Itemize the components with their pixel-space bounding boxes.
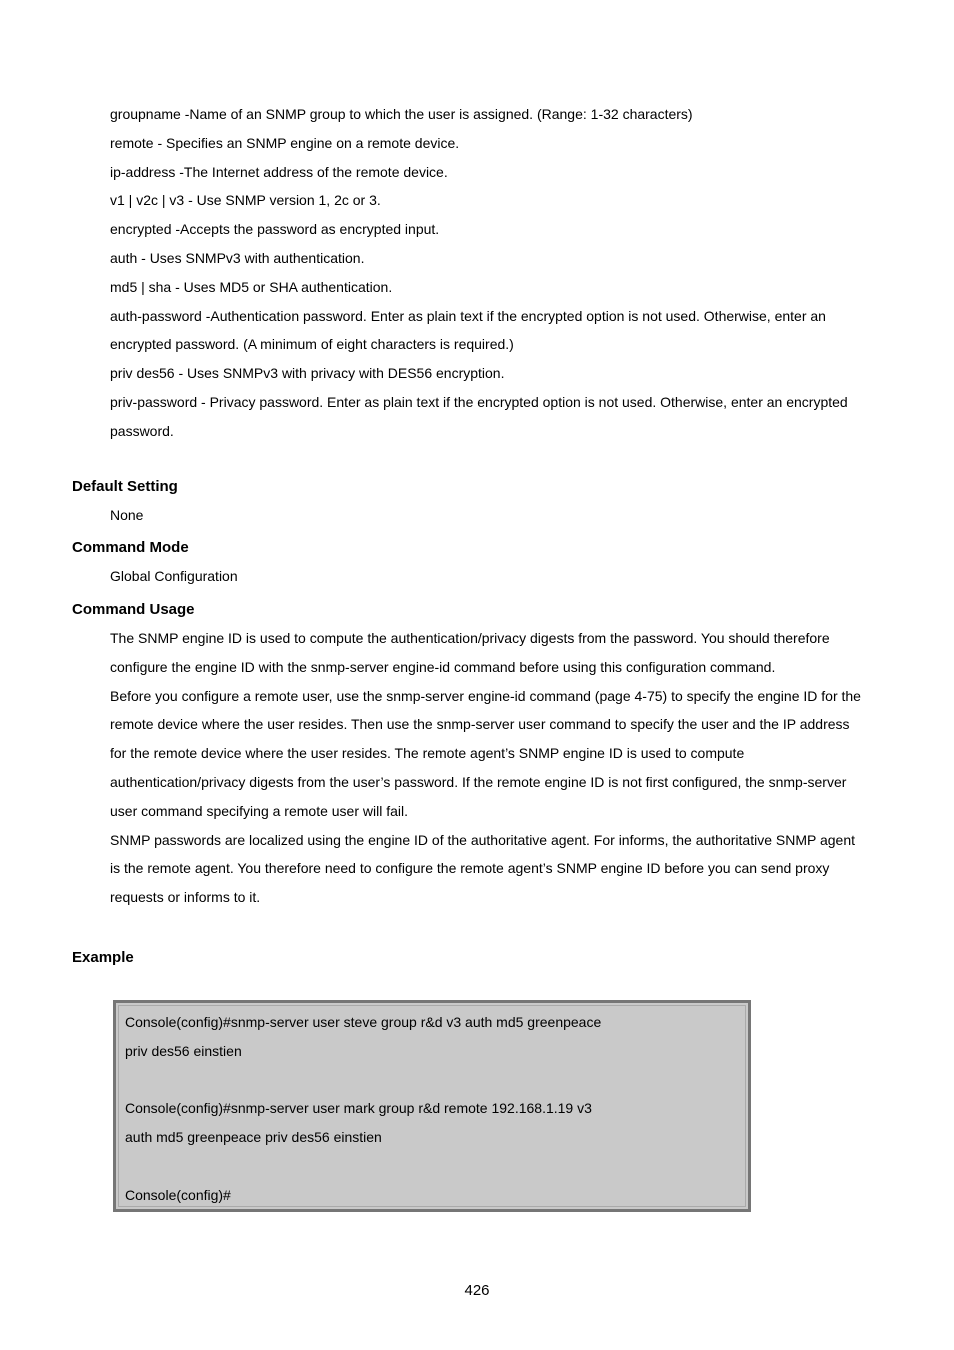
- usage-line: is the remote agent. You therefore need to configure the remote agent’s SNMP engine ID before you can send proxy: [110, 860, 830, 877]
- parameter-line: auth - Uses SNMPv3 with authentication.: [110, 249, 365, 266]
- default-setting-value: [110, 501, 890, 530]
- command-mode-value: [110, 562, 890, 591]
- usage-line: configure the engine ID with the snmp-server engine-id command before using this configuration command.: [110, 658, 776, 675]
- usage-line: authentication/privacy digests from the user’s password. If the remote engine ID is not first configured, the snmp-server: [110, 773, 847, 790]
- usage-line: Before you configure a remote user, use the snmp-server engine-id command (page 4-75) to specify the engine ID for the: [110, 687, 861, 704]
- parameter-line: encrypted password. (A minimum of eight characters is required.): [110, 336, 514, 353]
- command-usage-heading: Command Usage: [72, 601, 195, 618]
- parameter-line: encrypted -Accepts the password as encrypted input.: [110, 221, 440, 238]
- usage-line: The SNMP engine ID is used to compute the authentication/privacy digests from the password. You should therefore: [110, 630, 830, 646]
- parameter-line: password.: [110, 422, 174, 439]
- code-line: auth md5 greenpeace priv des56 einstien: [125, 1129, 382, 1146]
- example-code: [125, 1008, 601, 1210]
- usage-line: remote device where the user resides. Then use the snmp-server user command to specify the user and the IP address: [110, 716, 850, 733]
- command-mode-heading: Command Mode: [72, 539, 189, 556]
- parameter-list: [110, 100, 890, 446]
- code-line: priv des56 einstien: [125, 1042, 242, 1059]
- parameter-line: remote - Specifies an SNMP engine on a remote device.: [110, 134, 460, 151]
- usage-line: for the remote device where the user resides. The remote agent’s SNMP engine ID is used to compute: [110, 745, 745, 762]
- parameter-line: v1 | v2c | v3 - Use SNMP version 1, 2c or 3.: [110, 192, 381, 209]
- code-line: Console(config)#snmp-server user steve group r&d v3 auth md5 greenpeace: [125, 1014, 602, 1030]
- code-line: Console(config)#snmp-server user mark group r&d remote 192.168.1.19 v3: [125, 1100, 592, 1117]
- default-setting-heading: Default Setting: [72, 478, 178, 495]
- usage-line: SNMP passwords are localized using the engine ID of the authoritative agent. For informs, the authoritative SNMP agent: [110, 831, 855, 848]
- code-line: Console(config)#: [125, 1186, 231, 1203]
- parameter-line: priv-password - Privacy password. Enter as plain text if the encrypted option is not used. Otherwise, enter an encrypted: [110, 393, 848, 410]
- parameter-line: auth-password -Authentication password. Enter as plain text if the encrypted option is not used. Otherwise, enter an: [110, 307, 826, 324]
- usage-line: user command specifying a remote user will fail.: [110, 802, 409, 819]
- example-heading: Example: [72, 949, 134, 966]
- parameter-line: md5 | sha - Uses MD5 or SHA authentication.: [110, 278, 393, 295]
- default-setting-text: None: [110, 507, 144, 523]
- parameter-line: priv des56 - Uses SNMPv3 with privacy with DES56 encryption.: [110, 365, 505, 382]
- parameter-line: groupname -Name of an SNMP group to which the user is assigned. (Range: 1-32 characters): [110, 106, 693, 122]
- page-number: 426: [464, 1282, 490, 1299]
- code-line: [125, 1152, 601, 1181]
- example-code-box: [113, 1000, 751, 1212]
- command-usage-body: [110, 624, 890, 912]
- command-mode-text: Global Configuration: [110, 568, 238, 584]
- code-line: [125, 1066, 601, 1095]
- parameter-line: ip-address -The Internet address of the remote device.: [110, 163, 448, 180]
- usage-line: requests or informs to it.: [110, 889, 261, 906]
